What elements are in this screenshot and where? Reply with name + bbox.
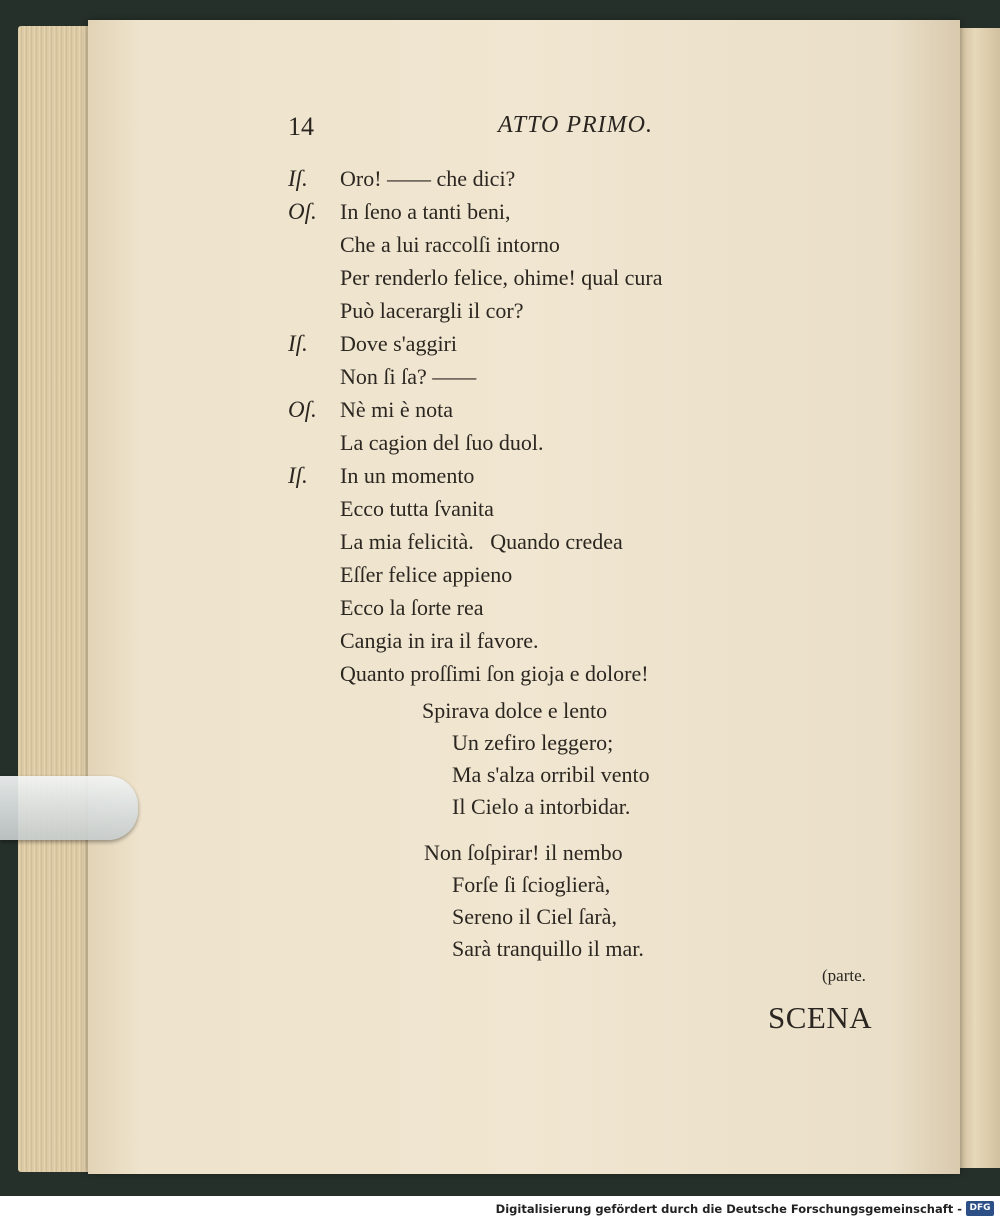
line-text: Può lacerargli il cor? xyxy=(340,298,524,323)
line-text: Nè mi è nota xyxy=(340,397,454,422)
dfg-logo-icon: DFG xyxy=(966,1201,994,1216)
aria-line: Un zefiro leggero; xyxy=(452,730,614,755)
funding-credit: Digitalisierung gefördert durch die Deutsche Forschungsgemeinschaft - xyxy=(495,1202,962,1216)
facing-page-edge xyxy=(958,28,1000,1168)
speaker-label: Oſ. xyxy=(288,199,317,224)
line-text: Cangia in ira il favore. xyxy=(340,628,539,653)
aria-line: Spirava dolce e lento xyxy=(422,698,608,723)
line-text: Che a lui raccolſi intorno xyxy=(340,232,560,257)
aria-line: Non ſoſpirar! il nembo xyxy=(424,840,623,865)
running-title: ATTO PRIMO. xyxy=(498,112,653,138)
page-stack-edge xyxy=(18,26,96,1172)
line-text: Oro! —— che dici? xyxy=(340,166,516,191)
line-text: Non ſi ſa? —— xyxy=(340,364,477,389)
aria-line: Il Cielo a intorbidar. xyxy=(452,794,631,819)
page-number: 14 xyxy=(288,112,314,141)
aria-line: Forſe ſi ſcioglierà, xyxy=(452,872,611,897)
speaker-label: Iſ. xyxy=(288,331,308,356)
aria-line: Sereno il Ciel ſarà, xyxy=(452,904,617,929)
line-text: In ſeno a tanti beni, xyxy=(340,199,511,224)
line-text: In un momento xyxy=(340,463,475,488)
line-text: Quanto proſſimi ſon gioja e dolore! xyxy=(340,661,649,686)
line-text: Ecco tutta ſvanita xyxy=(340,496,494,521)
catchword: SCENA xyxy=(768,1000,873,1035)
aria-line: Ma s'alza orribil vento xyxy=(452,762,650,787)
speaker-label: Iſ. xyxy=(288,463,308,488)
digitization-footer xyxy=(0,1196,1000,1222)
line-text: La mia felicità. Quando credea xyxy=(340,529,623,554)
line-text: Dove s'aggiri xyxy=(340,331,457,356)
page-holder-clip xyxy=(0,776,138,840)
page-header xyxy=(288,112,688,152)
stage-direction: (parte. xyxy=(822,966,866,985)
line-text: La cagion del ſuo duol. xyxy=(340,430,544,455)
speaker-label: Oſ. xyxy=(288,397,317,422)
aria-line: Sarà tranquillo il mar. xyxy=(452,936,644,961)
line-text: Eſſer felice appieno xyxy=(340,562,513,587)
speaker-label: Iſ. xyxy=(288,166,308,191)
line-text: Ecco la ſorte rea xyxy=(340,595,484,620)
line-text: Per renderlo felice, ohime! qual cura xyxy=(340,265,663,290)
